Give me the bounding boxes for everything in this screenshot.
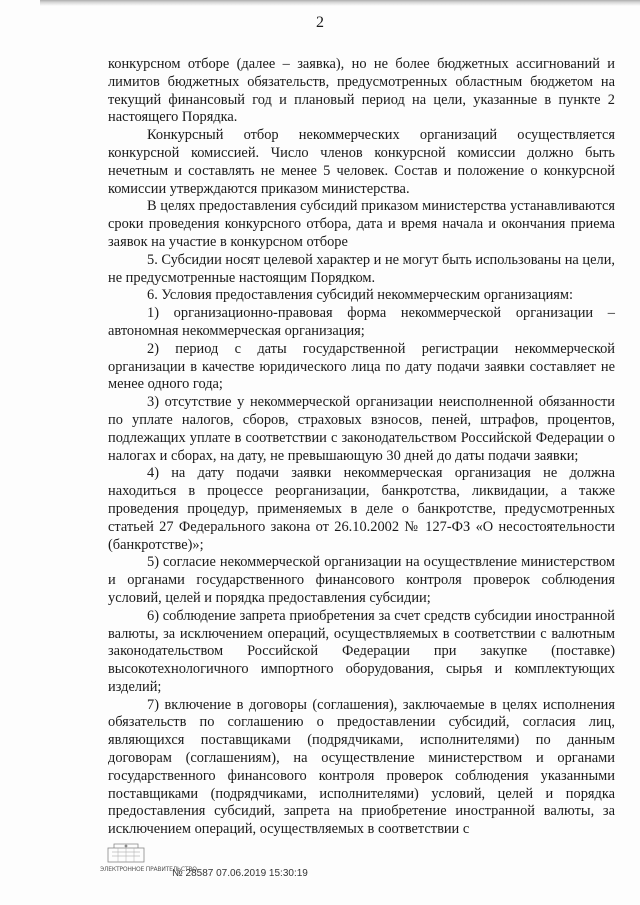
list-item: 6) соблюдение запрета приобретения за счет средств субсидии иностранной валюты, за исключением операций, осуществляемых в соответствии с валютным законодательством Российской Федерации при закупке (поставке) высокотехнологичного импортного оборудования, сырья и комплектующих изделий;	[108, 607, 615, 695]
electronic-government-stamp-icon	[100, 842, 152, 882]
list-item: 5) согласие некоммерческой организации на осуществление министерством и органами государственного финансового контроля проверок соблюдения условий, целей и порядка предоставления субсидии;	[108, 554, 615, 606]
document-registration-id: № 28587 07.06.2019 15:30:19	[172, 868, 308, 879]
list-item: 3) отсутствие у некоммерческой организации неисполненной обязанности по уплате налогов, сборов, страховых взносов, пеней, штрафов, процентов, подлежащих уплате в соответствии с законодательством Российской Федерации о налогах и сборах, на дату, не превышающую 30 дней до даты подачи заявки;	[108, 394, 615, 464]
paragraph: 5. Субсидии носят целевой характер и не могут быть использованы на цели, не предусмотренные настоящим Порядком.	[108, 251, 615, 286]
stamp-caption: ЭЛЕКТРОННОЕ ПРАВИТЕЛЬСТВО	[100, 866, 197, 873]
list-item: 2) период с даты государственной регистрации некоммерческой организации в качестве юридического лица по дату подачи заявки составляет не менее одного года;	[108, 340, 615, 393]
list-item: 1) организационно-правовая форма некоммерческой организации – автономная некоммерческая организация;	[108, 305, 615, 339]
list-item: 7) включение в договоры (соглашения), заключаемые в целях исполнения обязательств по соглашению о предоставлении субсидий, согласия лиц, являющихся поставщиками (подрядчиками, исполнителями) по данным договорам (соглашениям), на осуществление министерством и органами государственного финансового контроля проверок соблюдения указанными поставщиками (подрядчиками, исполнителями) условий, целей и порядка предоставления субсидий, запрета на приобретение иностранной валюты, за исключением операций, осуществляемых в соответствии с	[108, 696, 615, 838]
scan-edge-streak	[40, 0, 640, 6]
document-footer	[100, 842, 400, 892]
paragraph: Конкурсный отбор некоммерческих организаций осуществляется конкурсной комиссией. Число членов конкурсной комиссии должно быть нечетным и составлять не менее 5 человек. Состав и положение о конкурсной комиссии утверждаются приказом министерства.	[108, 127, 615, 197]
paragraph: 6. Условия предоставления субсидий некоммерческим организациям:	[147, 287, 574, 304]
document-body	[108, 56, 615, 839]
list-item: 4) на дату подачи заявки некоммерческая организация не должна находиться в процессе реорганизации, банкротства, ликвидации, а также проведения процедур, применяемых в деле о банкротстве, предусмотренных статьей 27 Федерального закона от 26.10.2002 № 127-ФЗ «О несостоятельности (банкротстве)»;	[108, 465, 615, 553]
paragraph: В целях предоставления субсидий приказом министерства устанавливаются сроки проведения конкурсного отбора, дата и время начала и окончания приема заявок на участие в конкурсном отборе	[108, 198, 615, 250]
paragraph: конкурсном отборе (далее – заявка), но не более бюджетных ассигнований и лимитов бюджетных обязательств, предусмотренных областным бюджетом на текущий финансовый год и плановый период на цели, указанные в пункте 2 настоящего Порядка.	[108, 56, 615, 126]
page-number: 2	[316, 14, 324, 31]
